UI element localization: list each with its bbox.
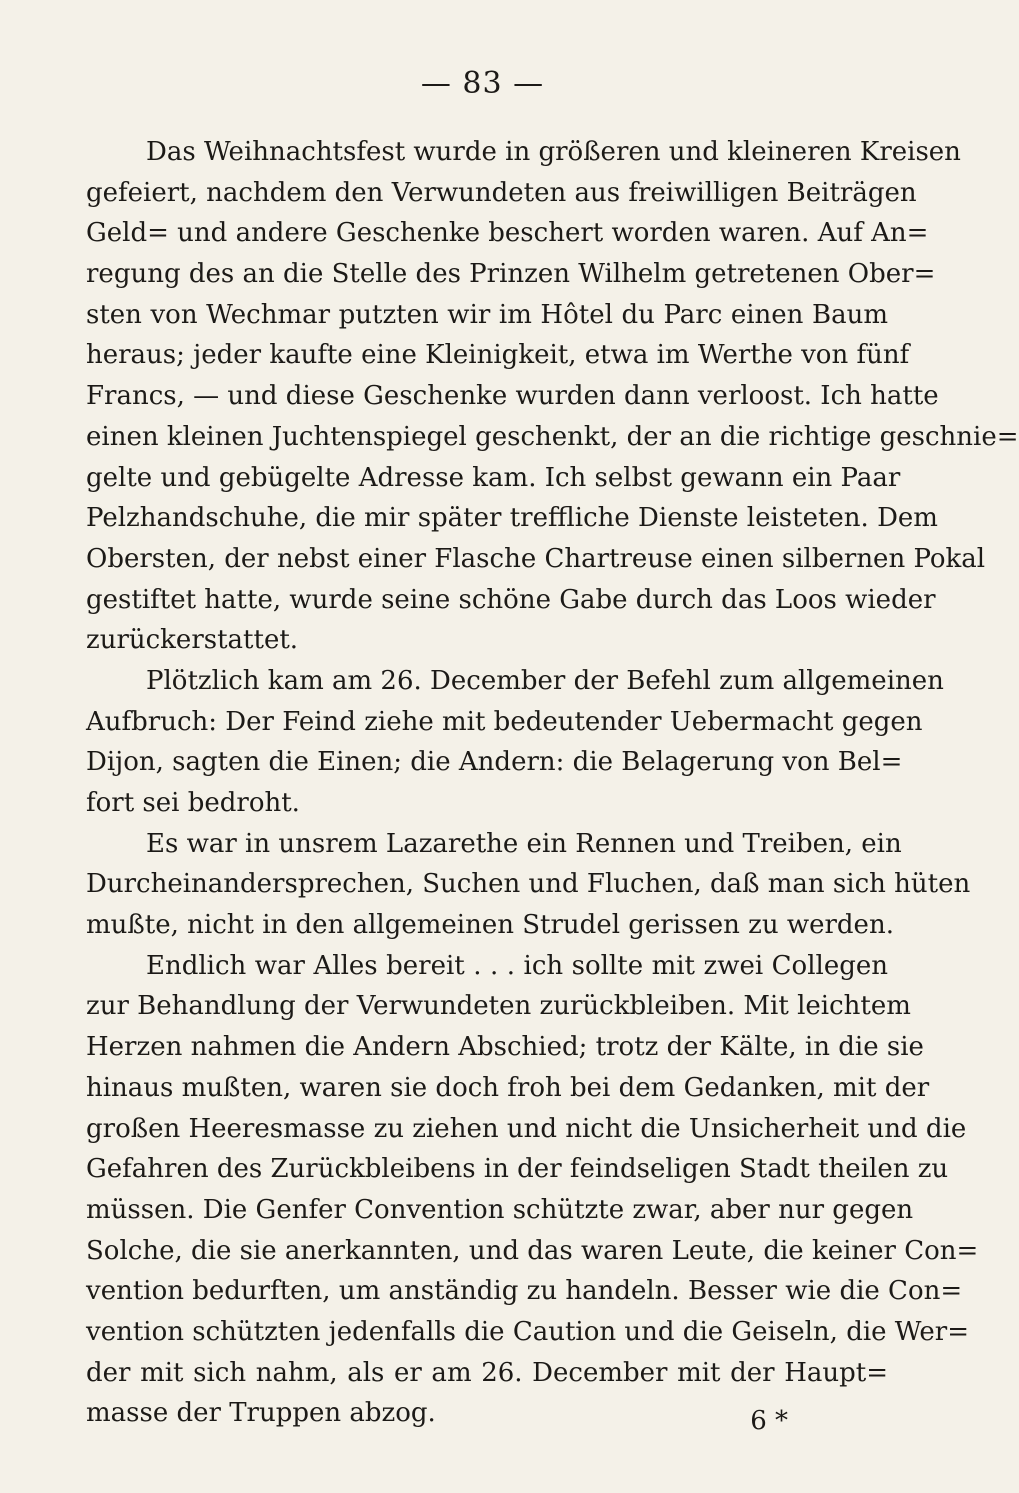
text-line: vention schützten jedenfalls die Caution und die Geiseln, die Wer= [86,1316,970,1347]
text-line: fort sei bedroht. [86,788,300,818]
text-line: Francs, — und diese Geschenke wurden dann verloost. Ich hatte [86,381,939,412]
text-line: Endlich war Alles bereit . . . ich sollte mit zwei Collegen [146,950,888,981]
text-line: regung des an die Stelle des Prinzen Wilhelm getretenen Ober= [86,259,936,290]
text-line: müssen. Die Genfer Convention schützte zwar, aber nur gegen [86,1194,914,1225]
text-line: Gefahren des Zurückbleibens in der feindseligen Stadt theilen zu [86,1154,949,1185]
text-line: der mit sich nahm, als er am 26. December mit der Haupt= [86,1357,888,1388]
text-line: Aufbruch: Der Feind ziehe mit bedeutender Uebermacht gegen [86,706,923,737]
text-line: zur Behandlung der Verwundeten zurückbleiben. Mit leichtem [86,991,911,1022]
text-line: Es war in unsrem Lazarethe ein Rennen und Treiben, ein [146,828,902,859]
body-text [86,132,1019,1434]
text-line: Das Weihnachtsfest wurde in größeren und kleineren Kreisen [146,137,961,167]
text-line: mußte, nicht in den allgemeinen Strudel gerissen zu werden. [86,910,894,941]
text-line: Durcheinandersprechen, Suchen und Fluchen, daß man sich hüten [86,869,971,900]
text-line: Obersten, der nebst einer Flasche Chartreuse einen silbernen Pokal [86,543,986,574]
page-number: — 83 — [420,66,545,101]
paragraph-4 [86,946,979,1434]
text-line: gefeiert, nachdem den Verwundeten aus freiwilligen Beiträgen [86,177,917,208]
text-line: zurückerstattet. [86,625,299,656]
text-line: Solche, die sie anerkannten, und das waren Leute, die keiner Con= [86,1235,979,1266]
text-line: vention bedurften, um anständig zu handeln. Besser wie die Con= [86,1276,963,1307]
text-line: Geld= und andere Geschenke beschert worden waren. Auf An= [86,218,929,249]
text-line: gelte und gebügelte Adresse kam. Ich selbst gewann ein Paar [86,462,901,493]
text-line: gestiftet hatte, wurde seine schöne Gabe durch das Loos wieder [86,584,936,615]
paragraph-3 [86,824,971,946]
paragraph-1 [86,132,1019,661]
text-line: Pelzhandschuhe, die mir später treffliche Dienste leisteten. Dem [86,503,938,534]
text-line: großen Heeresmasse zu ziehen und nicht die Unsicherheit und die [86,1113,967,1144]
text-line: Dijon, sagten die Einen; die Andern: die Belagerung von Bel= [86,747,903,778]
text-line: masse der Truppen abzog. [86,1398,436,1429]
text-line: einen kleinen Juchtenspiegel geschenkt, der an die richtige geschnie= [86,421,1019,452]
text-line: Herzen nahmen die Andern Abschied; trotz der Kälte, in die sie [86,1032,924,1063]
text-line: hinaus mußten, waren sie doch froh bei dem Gedanken, mit der [86,1072,930,1103]
text-line: Plötzlich kam am 26. December der Befehl zum allgemeinen [146,665,944,696]
paragraph-2 [86,661,944,824]
text-line: heraus; jeder kaufte eine Kleinigkeit, etwa im Werthe von fünf [86,340,910,371]
text-line: sten von Wechmar putzten wir im Hôtel du Parc einen Baum [86,299,888,330]
signature-mark: 6 * [750,1406,788,1436]
